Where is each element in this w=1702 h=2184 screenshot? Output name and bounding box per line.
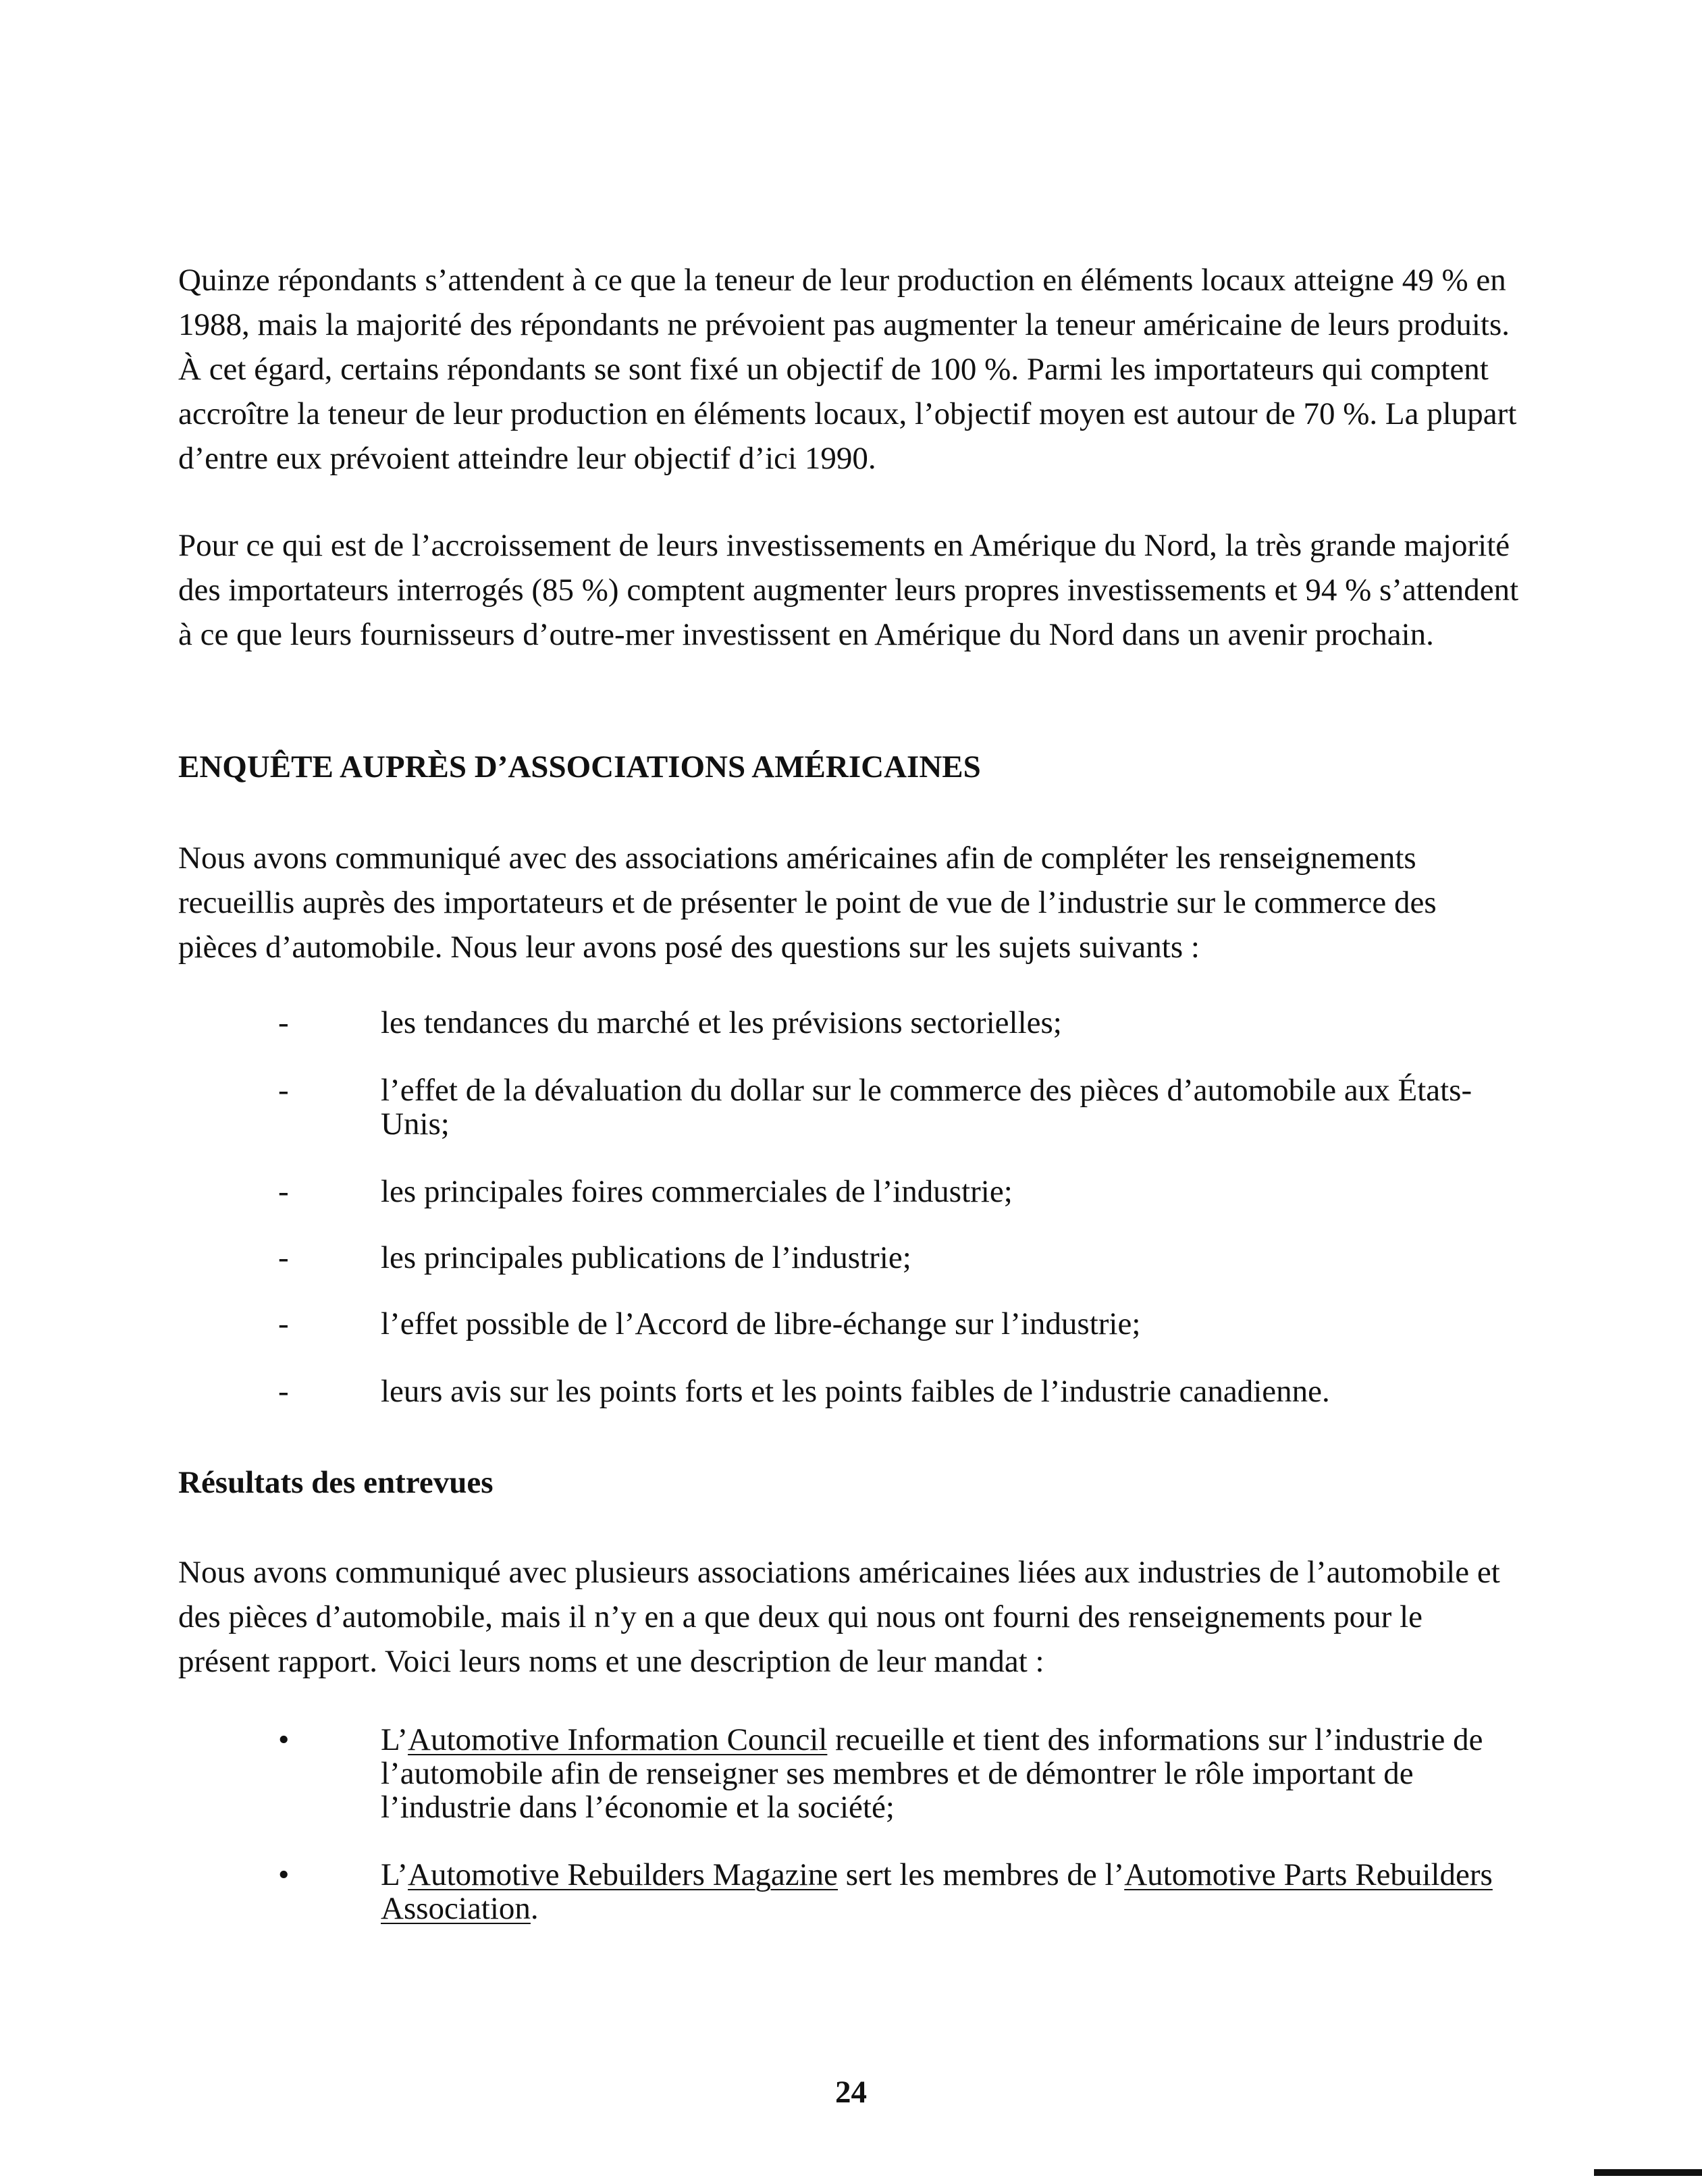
paragraph-investments: Pour ce qui est de l’accroissement de leurs investissements en Amérique du Nord, la très grande majorité des importateurs interrogés (85 %) comptent augmenter leurs propres investissements et 94 % s’attendent à ce que leurs fournisseurs d’outre-mer investissent en Amérique du Nord dans un avenir prochain. bbox=[178, 528, 1519, 652]
list-item-text: leurs avis sur les points forts et les points faibles de l’industrie canadienne. bbox=[381, 1374, 1330, 1409]
list-item-text: l’effet possible de l’Accord de libre-échange sur l’industrie; bbox=[381, 1306, 1141, 1341]
paragraph-associations-intro: Nous avons communiqué avec des associations américaines afin de compléter les renseignements recueillis auprès des importateurs et de présenter le point de vue de l’industrie sur le commerce des pièces d’automobile. Nous leur avons posé des questions sur les sujets suivants : bbox=[178, 841, 1437, 965]
item-description: sert les membres de l’ bbox=[838, 1857, 1125, 1892]
paragraph-local-content: Quinze répondants s’attendent à ce que la teneur de leur production en éléments locaux atteigne 49 % en 1988, mais la majorité des répondants ne prévoient pas augmenter la teneur américaine de leurs produits. À cet égard, certains répondants se sont fixé un objectif de 100 %. Parmi les importateurs qui comptent accroître la teneur de leur production en éléments locaux, l’objectif moyen est autour de 70 %. La plupart d’entre eux prévoient atteindre leur objectif d’ici 1990. bbox=[178, 263, 1517, 476]
list-item-text: l’effet de la dévaluation du dollar sur le commerce des pièces d’automobile aux États-Unis; bbox=[381, 1073, 1472, 1142]
list-item-text: les principales publications de l’industrie; bbox=[381, 1240, 911, 1275]
dash-marker: - bbox=[278, 1174, 289, 1209]
item-description: recueille et tient des informations sur l’industrie de l’automobile afin de renseigner ses membres et de démontrer le rôle important de l’industrie dans l’économie et la société; bbox=[381, 1722, 1483, 1825]
page-number: 24 bbox=[835, 2075, 867, 2110]
dash-marker: - bbox=[278, 1374, 289, 1409]
list-item-text bbox=[381, 1723, 1528, 1824]
dash-marker: - bbox=[278, 1005, 289, 1040]
section-heading-interview-results: Résultats des entrevues bbox=[178, 1465, 494, 1500]
scan-edge-mark bbox=[1594, 2169, 1702, 2176]
section-heading-associations: ENQUÊTE AUPRÈS D’ASSOCIATIONS AMÉRICAINES bbox=[178, 749, 981, 784]
item-prefix: L’ bbox=[381, 1857, 408, 1892]
item-suffix: . bbox=[530, 1891, 539, 1926]
bullet-marker: • bbox=[278, 1722, 290, 1757]
list-item-text: les principales foires commerciales de l’industrie; bbox=[381, 1174, 1013, 1209]
dash-marker: - bbox=[278, 1240, 289, 1275]
list-item-text: les tendances du marché et les prévisions sectorielles; bbox=[381, 1005, 1062, 1040]
publication-name: Automotive Rebuilders Magazine bbox=[408, 1857, 839, 1892]
dash-marker: - bbox=[278, 1073, 289, 1108]
organization-name: Automotive Parts Rebuilders Association bbox=[381, 1857, 1493, 1926]
item-prefix: L’ bbox=[381, 1722, 408, 1757]
organization-name: Automotive Information Council bbox=[408, 1722, 828, 1757]
list-item-text bbox=[381, 1858, 1528, 1925]
dash-marker: - bbox=[278, 1306, 289, 1341]
bullet-marker: • bbox=[278, 1857, 290, 1892]
paragraph-interview-intro: Nous avons communiqué avec plusieurs associations américaines liées aux industries de l’automobile et des pièces d’automobile, mais il n’y en a que deux qui nous ont fourni des renseignements pour le présent rapport. Voici leurs noms et une description de leur mandat : bbox=[178, 1555, 1500, 1679]
